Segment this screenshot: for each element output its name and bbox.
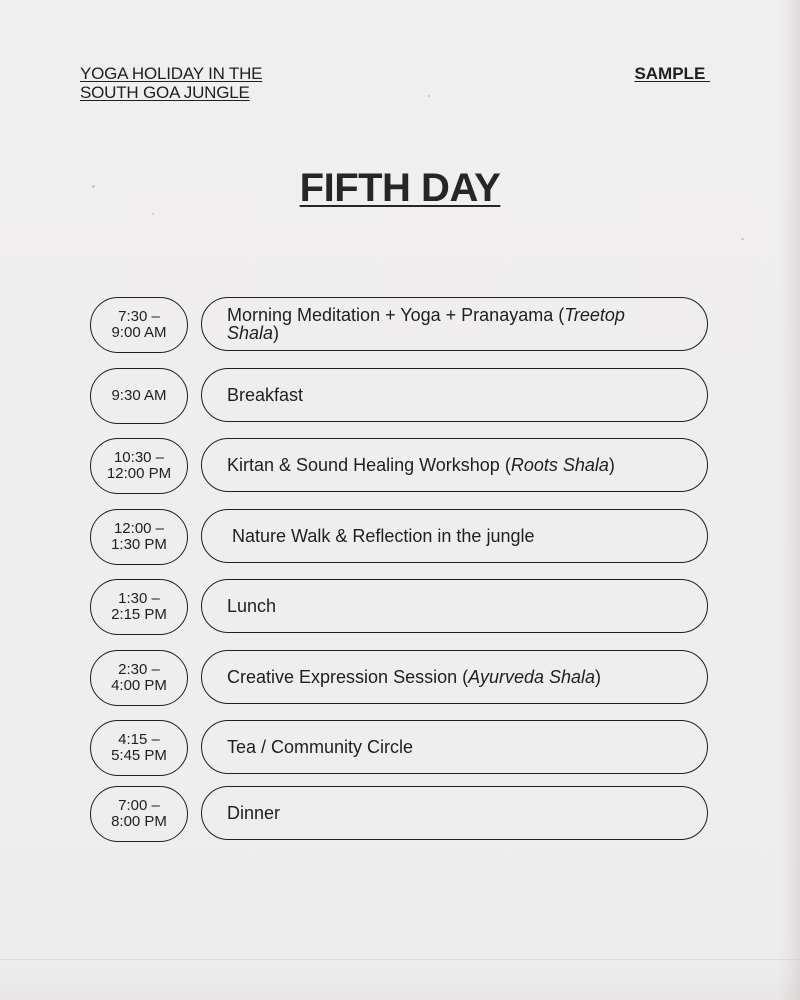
schedule-row [90, 509, 710, 565]
schedule-row [90, 786, 710, 842]
schedule-row [90, 438, 710, 494]
activity-text [227, 804, 280, 822]
activity-label: Breakfast [227, 385, 304, 405]
schedule-row [90, 650, 710, 706]
activity-label: Creative Expression Session ( [227, 667, 469, 687]
schedule-row [90, 368, 710, 424]
activity-pill [201, 786, 708, 840]
time-label: 7:00 – 8:00 PM [111, 797, 167, 830]
schedule-row [90, 720, 710, 776]
time-label: 9:30 AM [111, 387, 167, 404]
activity-pill [201, 509, 708, 563]
time-label: 1:30 – 2:15 PM [111, 590, 167, 623]
activity-text [227, 456, 615, 474]
activity-text [227, 527, 535, 545]
activity-pill [201, 650, 708, 704]
venue-label: Ayurveda Shala [468, 667, 596, 687]
activity-text [227, 386, 303, 404]
retreat-title-line1: YOGA HOLIDAY IN THE [80, 64, 263, 83]
time-pill [90, 650, 188, 706]
activity-label: Lunch [227, 596, 277, 616]
time-pill [90, 438, 188, 494]
activity-label: Dinner [227, 803, 281, 823]
activity-pill [201, 368, 708, 422]
time-label: 2:30 – 4:00 PM [111, 661, 167, 694]
schedule-row [90, 297, 710, 353]
time-label: 10:30 – 12:00 PM [106, 449, 172, 482]
activity-suffix: ) [608, 455, 615, 475]
time-label: 7:30 – 9:00 AM [111, 308, 167, 341]
paper-speck [741, 238, 744, 240]
time-pill [90, 368, 188, 424]
paper-speck [152, 213, 154, 215]
activity-label: Tea / Community Circle [227, 737, 414, 757]
time-pill [90, 579, 188, 635]
paper-speck [428, 95, 430, 97]
page-title: FIFTH DAY [299, 166, 501, 210]
time-pill [90, 720, 188, 776]
activity-text [227, 668, 601, 686]
retreat-title-line2: SOUTH GOA JUNGLE [80, 83, 250, 102]
activity-text [227, 306, 667, 342]
sample-label: SAMPLE [634, 64, 710, 83]
schedule-row [90, 579, 710, 635]
venue-label: Roots Shala [510, 455, 609, 475]
activity-pill [201, 438, 708, 492]
activity-label: Nature Walk & Reflection in the jungle [227, 526, 535, 546]
time-pill [90, 509, 188, 565]
activity-text [227, 597, 276, 615]
page-bottom-edge [0, 959, 800, 1000]
venue-label: Treetop Shala [227, 305, 625, 343]
activity-pill [201, 579, 708, 633]
time-label: 12:00 – 1:30 PM [111, 520, 167, 553]
retreat-title [80, 64, 262, 102]
activity-pill [201, 297, 708, 351]
page-edge-shadow [778, 0, 800, 1000]
activity-label: Kirtan & Sound Healing Workshop ( [227, 455, 511, 475]
activity-pill [201, 720, 708, 774]
time-label: 4:15 – 5:45 PM [111, 731, 167, 764]
time-pill [90, 786, 188, 842]
activity-text [227, 738, 413, 756]
activity-suffix: ) [273, 323, 280, 343]
activity-label: Morning Meditation + Yoga + Pranayama ( [227, 305, 565, 325]
time-pill [90, 297, 188, 353]
activity-suffix: ) [595, 667, 602, 687]
